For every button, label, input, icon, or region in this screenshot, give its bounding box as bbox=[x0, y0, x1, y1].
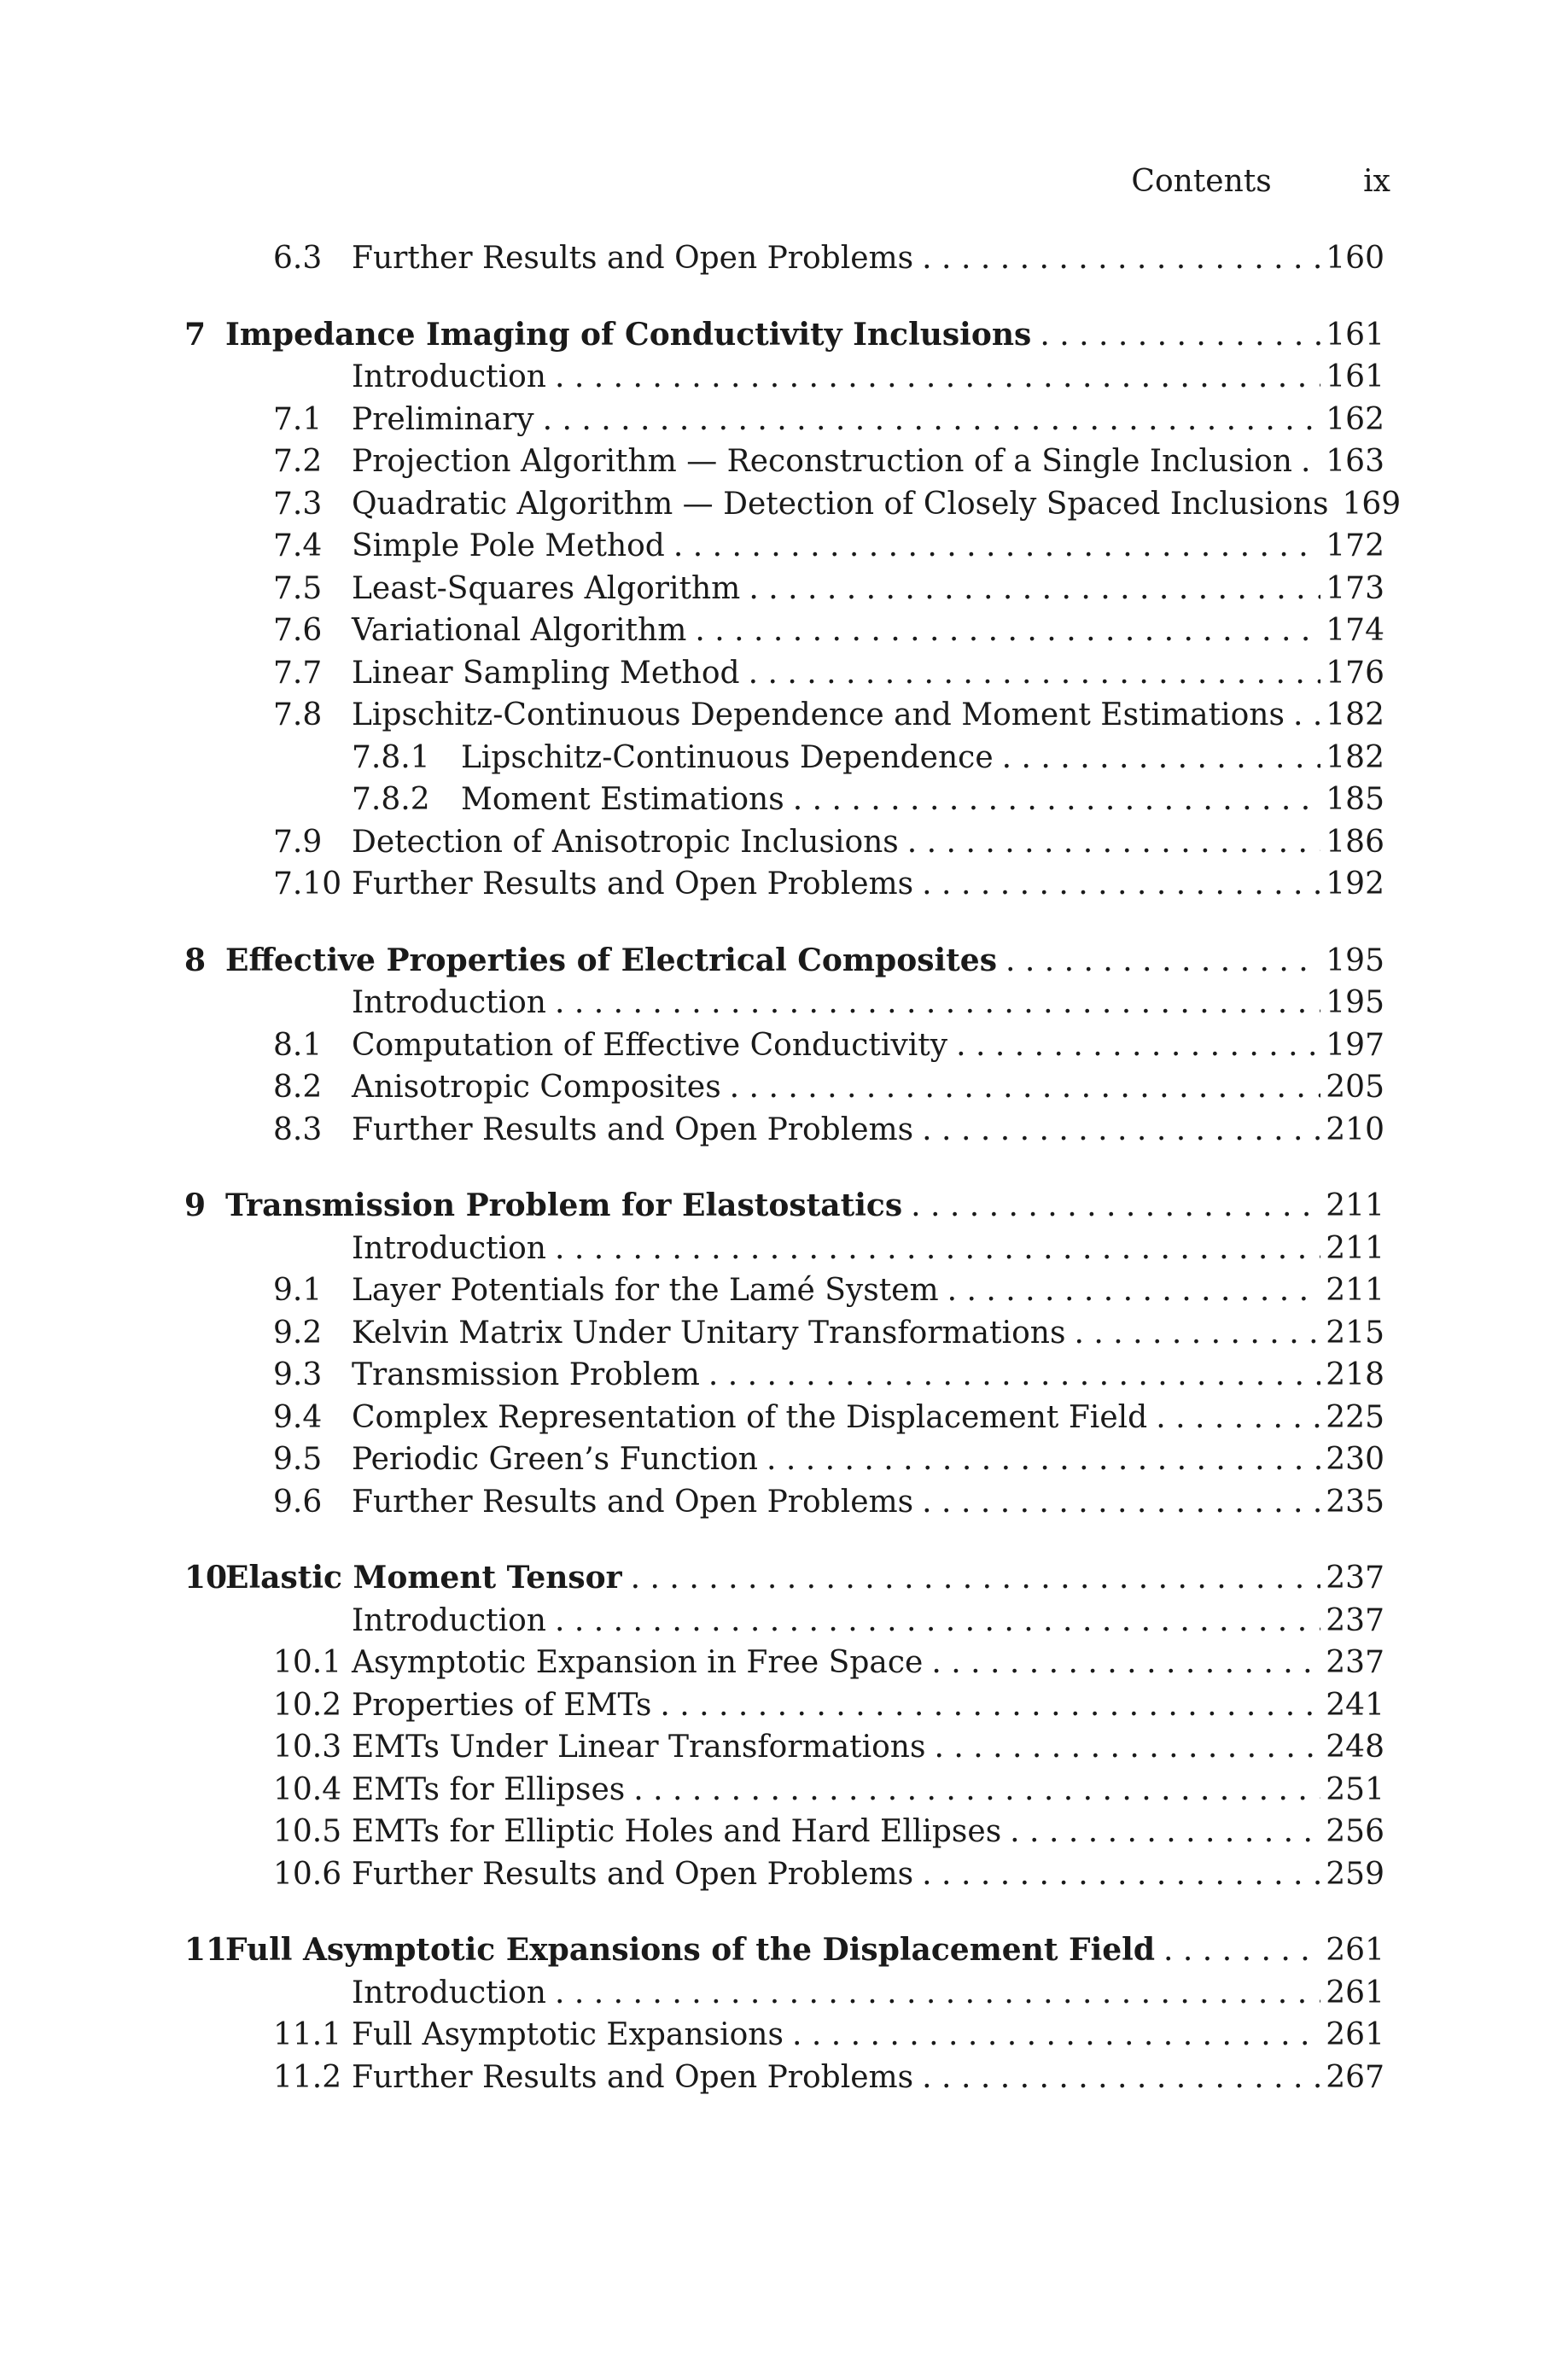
toc-section-entry[interactable] bbox=[203, 694, 1384, 737]
toc-entry-title: EMTs for Ellipses bbox=[352, 1771, 626, 1807]
toc-section-entry[interactable] bbox=[203, 610, 1384, 652]
toc-chapter-number: 8 bbox=[184, 942, 207, 978]
toc-dot-leader bbox=[907, 821, 1321, 864]
running-head-title: Contents bbox=[1131, 164, 1272, 199]
toc-entry-title: EMTs for Elliptic Holes and Hard Ellipses bbox=[352, 1814, 1002, 1849]
toc-entry-title: EMTs Under Linear Transformations bbox=[352, 1730, 926, 1765]
toc-section-entry[interactable] bbox=[203, 483, 1402, 526]
toc-section-number: 10.6 bbox=[273, 1856, 342, 1892]
toc-page-number: 225 bbox=[1326, 1399, 1384, 1435]
toc-section-number: 10.5 bbox=[273, 1814, 342, 1849]
toc-entry-title: Lipschitz-Continuous Dependence and Moment Estimations bbox=[352, 697, 1285, 732]
toc-section-entry[interactable] bbox=[203, 1642, 1384, 1684]
toc-page-number: 186 bbox=[1326, 824, 1384, 860]
toc-entry-title: Detection of Anisotropic Inclusions bbox=[352, 824, 899, 860]
toc-page-number: 182 bbox=[1326, 739, 1384, 775]
toc-page-number: 261 bbox=[1326, 1975, 1384, 2010]
toc-dot-leader bbox=[1156, 1397, 1320, 1439]
toc-dot-leader bbox=[922, 237, 1320, 280]
toc-page-number: 211 bbox=[1326, 1230, 1384, 1266]
toc-page-number: 237 bbox=[1326, 1645, 1384, 1680]
toc-page-number: 161 bbox=[1326, 359, 1384, 394]
toc-section-number: 9.5 bbox=[273, 1442, 323, 1477]
toc-dot-leader bbox=[1301, 441, 1320, 483]
toc-introduction-entry[interactable] bbox=[203, 1972, 1384, 2015]
toc-section-entry[interactable] bbox=[203, 1024, 1384, 1067]
toc-entry-title: Anisotropic Composites bbox=[352, 1070, 721, 1105]
toc-chapter-entry[interactable] bbox=[184, 1557, 1384, 1600]
toc-chapter-entry[interactable] bbox=[184, 1929, 1384, 1972]
toc-dot-leader bbox=[543, 399, 1321, 441]
toc-dot-leader bbox=[922, 1109, 1320, 1152]
toc-dot-leader bbox=[555, 1972, 1320, 2015]
toc-section-entry[interactable] bbox=[203, 1684, 1384, 1727]
toc-dot-leader bbox=[793, 779, 1321, 821]
toc-dot-leader bbox=[708, 1354, 1320, 1397]
toc-entry-title: Properties of EMTs bbox=[352, 1687, 652, 1723]
chapter-spacer bbox=[203, 1895, 1384, 1929]
toc-section-entry[interactable] bbox=[203, 863, 1384, 906]
toc-section-entry[interactable] bbox=[203, 1481, 1384, 1524]
toc-entry-title: Further Results and Open Problems bbox=[352, 1484, 914, 1520]
toc-dot-leader bbox=[749, 652, 1321, 695]
toc-page-number: 163 bbox=[1326, 444, 1384, 479]
toc-section-number: 9.3 bbox=[273, 1357, 323, 1392]
toc-section-number: 9.4 bbox=[273, 1399, 323, 1435]
toc-introduction-entry[interactable] bbox=[203, 1600, 1384, 1643]
toc-page-number: 197 bbox=[1326, 1027, 1384, 1063]
toc-section-number: 7.10 bbox=[273, 866, 342, 902]
toc-section-entry[interactable] bbox=[203, 1438, 1384, 1481]
toc-page-number: 182 bbox=[1326, 697, 1384, 732]
toc-section-number: 7.8 bbox=[273, 697, 323, 732]
toc-section-number: 7.6 bbox=[273, 613, 323, 648]
toc-section-entry[interactable] bbox=[203, 1312, 1384, 1355]
running-head-page-number: ix bbox=[1363, 164, 1390, 199]
toc-section-entry[interactable] bbox=[203, 441, 1384, 483]
toc-entry-title: Asymptotic Expansion in Free Space bbox=[352, 1645, 924, 1680]
chapter-spacer bbox=[203, 1151, 1384, 1185]
toc-section-entry[interactable] bbox=[203, 1269, 1384, 1312]
running-head bbox=[1131, 165, 1390, 199]
toc-entry-title: Introduction bbox=[352, 985, 546, 1020]
toc-section-number: 10.2 bbox=[273, 1687, 342, 1723]
toc-entry-title: Elastic Moment Tensor bbox=[225, 1560, 622, 1596]
toc-dot-leader bbox=[911, 1185, 1320, 1228]
toc-page-number: 241 bbox=[1326, 1687, 1384, 1723]
toc-section-number: 10.3 bbox=[273, 1730, 342, 1765]
toc-page-number: 235 bbox=[1326, 1484, 1384, 1520]
toc-section-number: 11.1 bbox=[273, 2017, 342, 2052]
toc-section-number: 9.2 bbox=[273, 1315, 323, 1351]
toc-dot-leader bbox=[1293, 694, 1320, 737]
toc-entry-title: Linear Sampling Method bbox=[352, 655, 740, 691]
toc-section-number: 8.2 bbox=[273, 1070, 323, 1105]
toc-page-number: 261 bbox=[1326, 2017, 1384, 2052]
toc-subsection-entry[interactable] bbox=[203, 779, 1384, 821]
toc-page-number: 174 bbox=[1326, 613, 1384, 648]
toc-dot-leader bbox=[631, 1557, 1321, 1600]
toc-entry-title: Least-Squares Algorithm bbox=[352, 570, 741, 606]
toc-entry-title: Lipschitz-Continuous Dependence bbox=[461, 739, 994, 775]
toc-dot-leader bbox=[1163, 1929, 1320, 1972]
toc-page-number: 211 bbox=[1326, 1188, 1384, 1223]
toc-chapter-entry[interactable] bbox=[184, 314, 1384, 357]
toc-dot-leader bbox=[956, 1024, 1320, 1067]
toc-chapter-number: 9 bbox=[184, 1187, 207, 1223]
toc-entry-title: Further Results and Open Problems bbox=[352, 241, 914, 276]
toc-dot-leader bbox=[730, 1066, 1321, 1109]
toc-entry-title: Further Results and Open Problems bbox=[352, 2059, 914, 2095]
toc-section-entry[interactable] bbox=[203, 1853, 1384, 1896]
toc-dot-leader bbox=[947, 1269, 1321, 1312]
toc-section-entry[interactable] bbox=[203, 2014, 1384, 2057]
toc-entry-title: Layer Potentials for the Lamé System bbox=[352, 1273, 939, 1308]
toc-page-number: 259 bbox=[1326, 1856, 1384, 1892]
toc-page-number: 205 bbox=[1326, 1070, 1384, 1105]
toc-page-number: 195 bbox=[1326, 985, 1384, 1020]
toc-page-number: 237 bbox=[1326, 1602, 1384, 1638]
toc-entry-title: Simple Pole Method bbox=[352, 528, 665, 563]
toc-section-entry[interactable] bbox=[203, 652, 1384, 695]
toc-dot-leader bbox=[934, 1726, 1320, 1769]
toc-section-entry[interactable] bbox=[203, 1769, 1384, 1812]
toc-page-number: 162 bbox=[1326, 401, 1384, 437]
toc-dot-leader bbox=[555, 1228, 1320, 1270]
toc-entry-title: Complex Representation of the Displacement Field bbox=[352, 1399, 1148, 1435]
toc-entry-title: Impedance Imaging of Conductivity Inclusions bbox=[225, 316, 1032, 353]
toc-chapter-number: 10 bbox=[184, 1560, 228, 1596]
toc-section-entry[interactable] bbox=[203, 1109, 1384, 1152]
toc-section-number: 10.4 bbox=[273, 1771, 342, 1807]
toc-dot-leader bbox=[1040, 314, 1320, 357]
toc-section-entry[interactable] bbox=[203, 237, 1384, 280]
toc-entry-title: Projection Algorithm — Reconstruction of a Single Inclusion bbox=[352, 444, 1292, 479]
toc-subsection-entry[interactable] bbox=[203, 737, 1384, 779]
toc-page-number: 261 bbox=[1326, 1933, 1384, 1968]
toc-section-entry[interactable] bbox=[203, 1397, 1384, 1439]
toc-section-number: 7.7 bbox=[273, 655, 323, 691]
toc-page-number: 195 bbox=[1326, 942, 1384, 978]
toc-page-number: 230 bbox=[1326, 1442, 1384, 1477]
toc-page-number: 185 bbox=[1326, 782, 1384, 817]
toc-dot-leader bbox=[660, 1684, 1320, 1727]
chapter-spacer bbox=[203, 906, 1384, 940]
toc-subsection-number: 7.8.2 bbox=[352, 782, 430, 817]
toc-introduction-entry[interactable] bbox=[203, 982, 1384, 1024]
toc-entry-title: Full Asymptotic Expansions bbox=[352, 2017, 784, 2052]
toc-subsection-number: 7.8.1 bbox=[352, 739, 430, 775]
toc-entry-title: Kelvin Matrix Under Unitary Transformations bbox=[352, 1315, 1066, 1351]
toc-dot-leader bbox=[922, 863, 1320, 906]
toc-page-number: 169 bbox=[1342, 486, 1402, 522]
toc-entry-title: Periodic Green’s Function bbox=[352, 1442, 758, 1477]
toc-section-number: 8.1 bbox=[273, 1027, 323, 1063]
toc-section-number: 9.6 bbox=[273, 1484, 323, 1520]
toc-page-number: 256 bbox=[1326, 1814, 1384, 1849]
toc-section-entry[interactable] bbox=[203, 568, 1384, 610]
toc-entry-title: Effective Properties of Electrical Composites bbox=[225, 942, 997, 978]
toc-introduction-entry[interactable] bbox=[203, 1228, 1384, 1270]
toc-dot-leader bbox=[555, 982, 1320, 1024]
toc-section-number: 11.2 bbox=[273, 2059, 342, 2095]
toc-page-number: 251 bbox=[1326, 1771, 1384, 1807]
toc-dot-leader bbox=[931, 1642, 1320, 1684]
toc-page-number: 192 bbox=[1326, 866, 1384, 902]
toc-entry-title: Variational Algorithm bbox=[352, 613, 687, 648]
toc-section-number: 7.2 bbox=[273, 444, 323, 479]
toc-section-entry[interactable] bbox=[203, 1726, 1384, 1769]
toc-section-entry[interactable] bbox=[203, 1354, 1384, 1397]
toc-section-number: 7.3 bbox=[273, 486, 323, 522]
toc-page-number: 218 bbox=[1326, 1357, 1384, 1392]
toc-dot-leader bbox=[749, 568, 1320, 610]
toc-dot-leader bbox=[922, 1481, 1320, 1524]
toc-dot-leader bbox=[1002, 737, 1321, 779]
toc-section-number: 7.9 bbox=[273, 824, 323, 860]
toc-page-number: 161 bbox=[1326, 317, 1384, 353]
toc-entry-title: Introduction bbox=[352, 1230, 546, 1266]
toc-chapter-entry[interactable] bbox=[184, 1185, 1384, 1228]
toc-chapter-entry[interactable] bbox=[184, 940, 1384, 983]
toc-dot-leader bbox=[922, 2057, 1320, 2099]
toc-entry-title: Introduction bbox=[352, 1975, 546, 2010]
toc-chapter-number: 11 bbox=[184, 1932, 228, 1968]
toc-entry-title: Transmission Problem bbox=[352, 1357, 700, 1392]
toc-introduction-entry[interactable] bbox=[203, 356, 1384, 399]
chapter-spacer bbox=[203, 280, 1384, 314]
toc-dot-leader bbox=[792, 2014, 1320, 2057]
toc-page-number: 267 bbox=[1326, 2059, 1384, 2095]
toc-dot-leader bbox=[695, 610, 1320, 652]
toc-chapter-number: 7 bbox=[184, 316, 207, 353]
toc-dot-leader bbox=[555, 1600, 1320, 1643]
toc-entry-title: Full Asymptotic Expansions of the Displacement Field bbox=[225, 1932, 1156, 1968]
toc-section-number: 7.1 bbox=[273, 401, 323, 437]
table-of-contents bbox=[184, 237, 1402, 2098]
toc-page-number: 248 bbox=[1326, 1730, 1384, 1765]
toc-page-number: 211 bbox=[1326, 1273, 1384, 1308]
toc-section-number: 6.3 bbox=[273, 241, 323, 276]
toc-section-entry[interactable] bbox=[203, 2057, 1384, 2099]
toc-page-number: 172 bbox=[1326, 528, 1384, 563]
chapter-spacer bbox=[203, 1523, 1384, 1557]
toc-section-number: 8.3 bbox=[273, 1112, 323, 1147]
toc-section-number: 7.4 bbox=[273, 528, 323, 563]
toc-section-number: 7.5 bbox=[273, 570, 323, 606]
toc-dot-leader bbox=[555, 356, 1320, 399]
toc-page-number: 210 bbox=[1326, 1112, 1384, 1147]
toc-entry-title: Moment Estimations bbox=[461, 782, 784, 817]
toc-page-number: 237 bbox=[1326, 1561, 1384, 1596]
toc-entry-title: Quadratic Algorithm — Detection of Closely Spaced Inclusions bbox=[352, 486, 1329, 522]
toc-page-number: 160 bbox=[1326, 241, 1384, 276]
toc-dot-leader bbox=[922, 1853, 1320, 1896]
toc-entry-title: Introduction bbox=[352, 359, 546, 394]
toc-section-entry[interactable] bbox=[203, 821, 1384, 864]
toc-section-entry[interactable] bbox=[203, 399, 1384, 441]
toc-page-number: 176 bbox=[1326, 655, 1384, 691]
toc-section-entry[interactable] bbox=[203, 525, 1384, 568]
toc-entry-title: Transmission Problem for Elastostatics bbox=[225, 1187, 903, 1223]
toc-dot-leader bbox=[1006, 940, 1320, 983]
toc-entry-title: Preliminary bbox=[352, 401, 534, 437]
toc-page-number: 215 bbox=[1326, 1315, 1384, 1351]
toc-dot-leader bbox=[633, 1769, 1320, 1812]
toc-entry-title: Further Results and Open Problems bbox=[352, 1112, 914, 1147]
toc-section-number: 10.1 bbox=[273, 1645, 342, 1680]
toc-dot-leader bbox=[1074, 1312, 1320, 1355]
toc-page-number: 173 bbox=[1326, 570, 1384, 606]
toc-dot-leader bbox=[1010, 1811, 1320, 1853]
toc-entry-title: Further Results and Open Problems bbox=[352, 1856, 914, 1892]
toc-dot-leader bbox=[673, 525, 1320, 568]
toc-entry-title: Computation of Effective Conductivity bbox=[352, 1027, 948, 1063]
toc-section-number: 9.1 bbox=[273, 1273, 323, 1308]
toc-entry-title: Further Results and Open Problems bbox=[352, 866, 914, 902]
toc-dot-leader bbox=[767, 1438, 1320, 1481]
toc-section-entry[interactable] bbox=[203, 1811, 1384, 1853]
toc-section-entry[interactable] bbox=[203, 1066, 1384, 1109]
toc-entry-title: Introduction bbox=[352, 1602, 546, 1638]
